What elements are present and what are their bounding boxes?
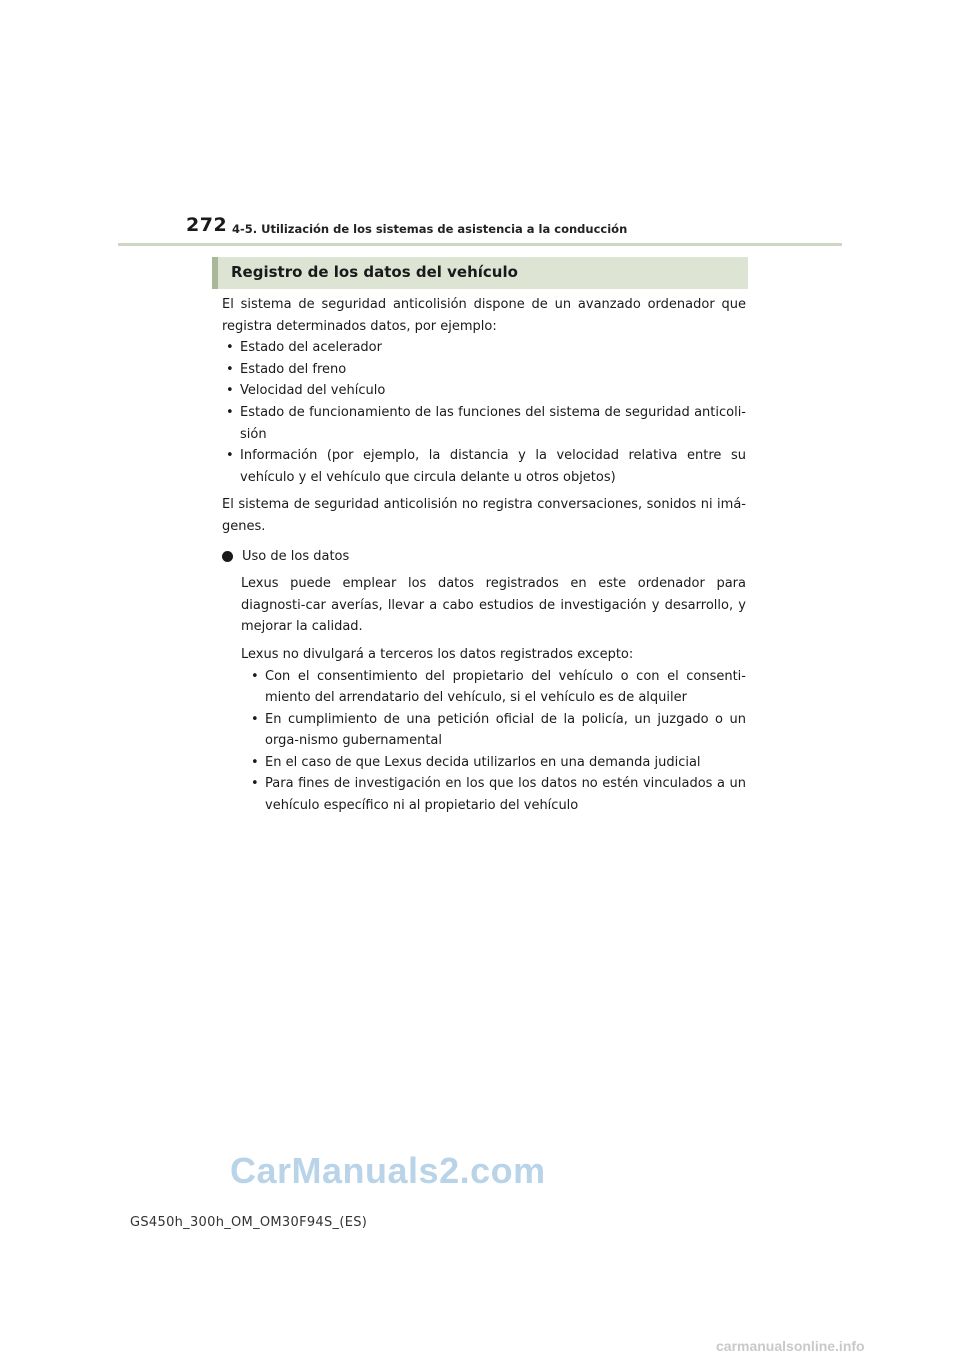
list-item: • En cumplimiento de una petición oficial de la policía, un juzgado o un orga-nismo gubernamental [247,709,746,752]
site-watermark: carmanualsonline.info [716,1338,865,1354]
list-item: • Estado de funcionamiento de las funciones del sistema de seguridad anticoli-sión [222,402,746,445]
bullet-dot-icon [222,551,233,562]
page-number: 272 [186,214,228,236]
subsection-body [222,573,746,817]
subsection-title: Uso de los datos [242,548,350,564]
section-content [222,294,746,817]
section-title: Registro de los datos del vehículo [231,263,518,281]
watermark-logo: CarManuals2.com [230,1150,546,1191]
section-banner [212,257,748,289]
usage-paragraph: Lexus puede emplear los datos registrados en este ordenador para diagnosti-car averías, llevar a cabo estudios de investigación y desarrollo, y mejorar la calidad. [241,576,746,635]
intro-paragraph: El sistema de seguridad anticolisión dispone de un avanzado ordenador que registra determinados datos, por ejemplo: [222,297,746,334]
list-item: • Velocidad del vehículo [222,380,746,402]
exceptions-list [241,666,746,817]
recorded-items-list [222,337,746,488]
document-code: GS450h_300h_OM_OM30F94S_(ES) [130,1215,368,1230]
no-record-paragraph: El sistema de seguridad anticolisión no registra conversaciones, sonidos ni imá-genes. [222,497,746,534]
list-item: • Información (por ejemplo, la distancia y la velocidad relativa entre su vehículo y el vehículo que circula delante u otros objetos) [222,445,746,488]
list-item: • Estado del acelerador [222,337,746,359]
list-item: • Estado del freno [222,359,746,381]
list-item: • Para fines de investigación en los que los datos no estén vinculados a un vehículo específico ni al propietario del vehículo [247,773,746,816]
list-item: • En el caso de que Lexus decida utilizarlos en una demanda judicial [247,752,746,774]
subsection-heading [222,546,746,568]
disclosure-paragraph: Lexus no divulgará a terceros los datos registrados excepto: [241,646,634,662]
list-item: • Con el consentimiento del propietario del vehículo o con el consenti-miento del arrendatario del vehículo, si el vehículo es de alquiler [247,666,746,709]
breadcrumb: 4-5. Utilización de los sistemas de asistencia a la conducción [232,222,628,236]
header-divider [118,243,842,246]
